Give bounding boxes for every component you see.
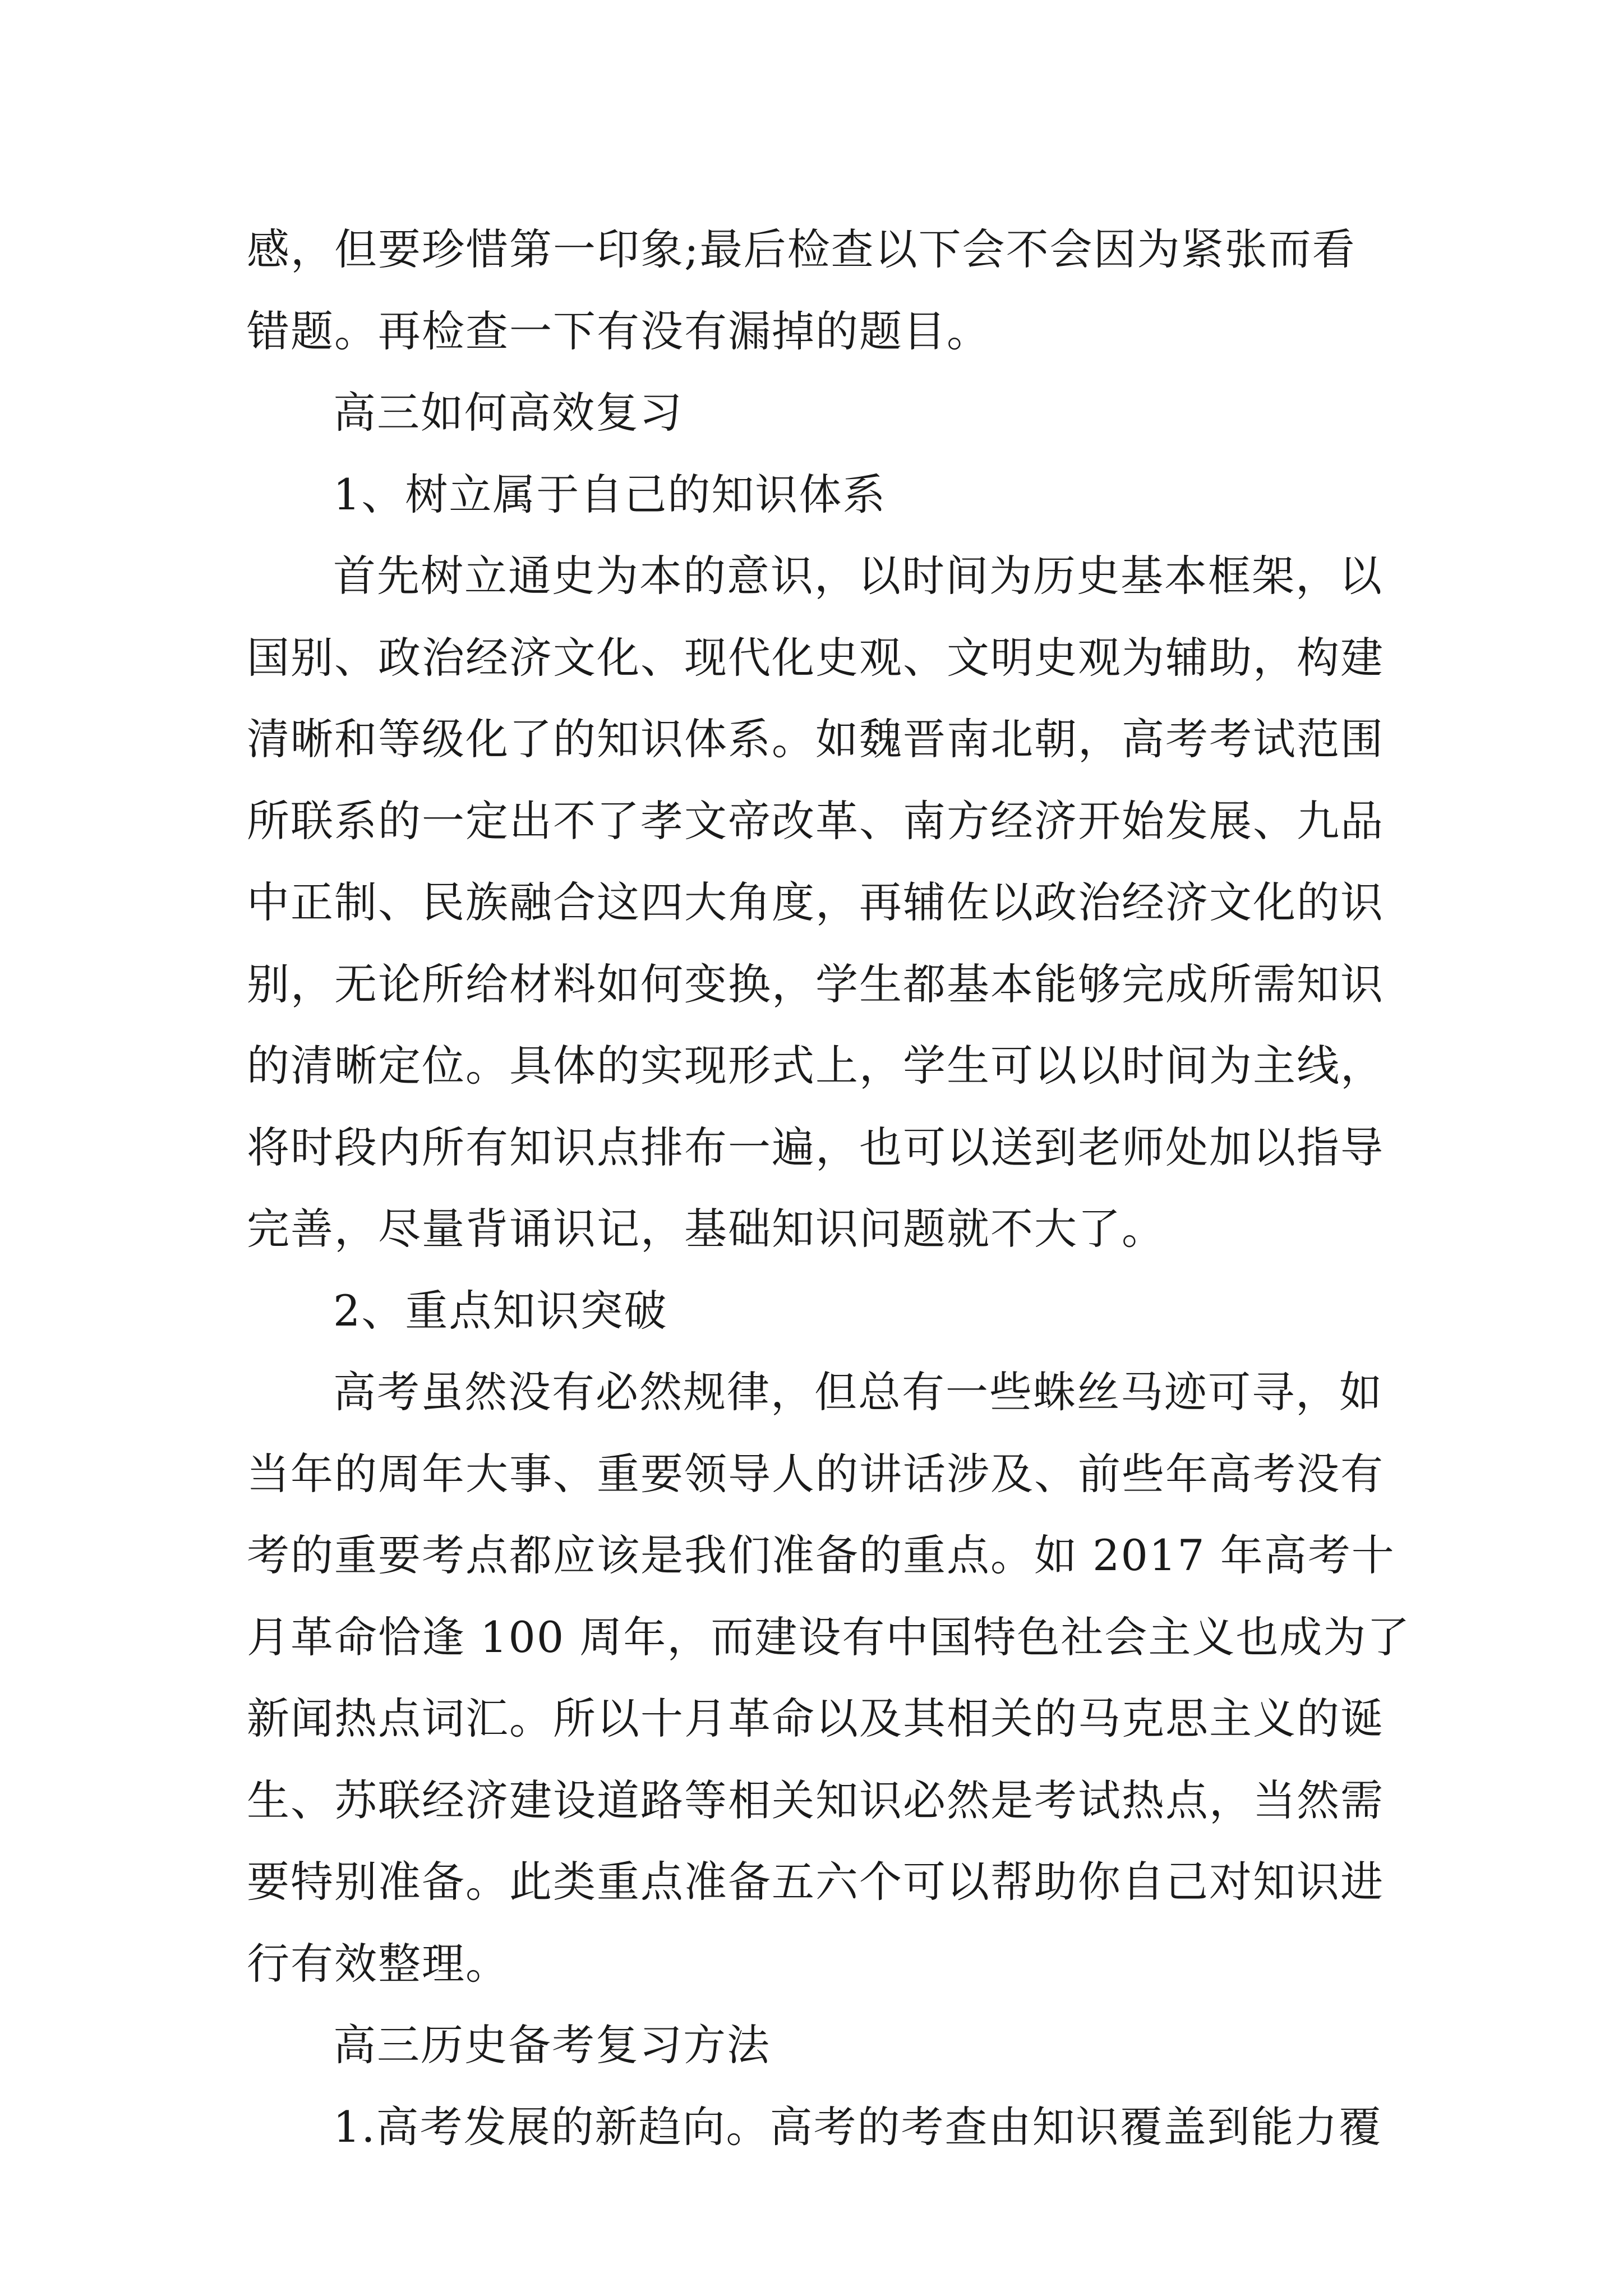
text-line: 的清晰定位。具体的实现形式上，学生可以以时间为主线， [247, 1041, 1384, 1091]
text-line: 所联系的一定出不了孝文帝改革、南方经济开始发展、九品 [247, 795, 1384, 846]
text-line: 高三如何高效复习 [333, 388, 683, 438]
text-line: 1、树立属于自己的知识体系 [333, 469, 887, 519]
text-line: 感，但要珍惜第一印象;最后检查以下会不会因为紧张而看 [247, 224, 1356, 274]
text-line: 考的重要考点都应该是我们准备的重点。如 2017 年高考十 [247, 1530, 1395, 1580]
text-line: 错题。再检查一下有没有漏掉的题目。 [247, 306, 990, 356]
text-line: 月革命恰逢 100 周年，而建设有中国特色社会主义也成为了 [247, 1612, 1411, 1662]
text-line: 1.高考发展的新趋向。高考的考查由知识覆盖到能力覆 [333, 2101, 1382, 2152]
text-line: 生、苏联经济建设道路等相关知识必然是考试热点，当然需 [247, 1775, 1384, 1825]
text-line: 中正制、民族融合这四大角度，再辅佐以政治经济文化的识 [247, 877, 1384, 927]
text-line: 完善，尽量背诵识记，基础知识问题就不大了。 [247, 1204, 1165, 1254]
text-line: 清晰和等级化了的知识体系。如魏晋南北朝，高考考试范围 [247, 714, 1384, 764]
document-body [247, 209, 1411, 2168]
text-line: 别，无论所给材料如何变换，学生都基本能够完成所需知识 [247, 959, 1384, 1009]
text-line: 新闻热点词汇。所以十月革命以及其相关的马克思主义的诞 [247, 1694, 1384, 1743]
text-line: 要特别准备。此类重点准备五六个可以帮助你自己对知识进 [247, 1857, 1384, 1907]
text-line: 首先树立通史为本的意识，以时间为历史基本框架，以 [333, 551, 1383, 601]
text-line: 当年的周年大事、重要领导人的讲话涉及、前些年高考没有 [247, 1448, 1384, 1499]
text-line: 2、重点知识突破 [333, 1285, 668, 1336]
text-line: 高三历史备考复习方法 [333, 2020, 771, 2070]
text-line: 国别、政治经济文化、现代化史观、文明史观为辅助，构建 [247, 632, 1384, 683]
text-line: 将时段内所有知识点排布一遍，也可以送到老师处加以指导 [247, 1122, 1384, 1172]
text-line: 高考虽然没有必然规律，但总有一些蛛丝马迹可寻，如 [333, 1367, 1383, 1417]
text-line: 行有效整理。 [247, 1938, 509, 1989]
